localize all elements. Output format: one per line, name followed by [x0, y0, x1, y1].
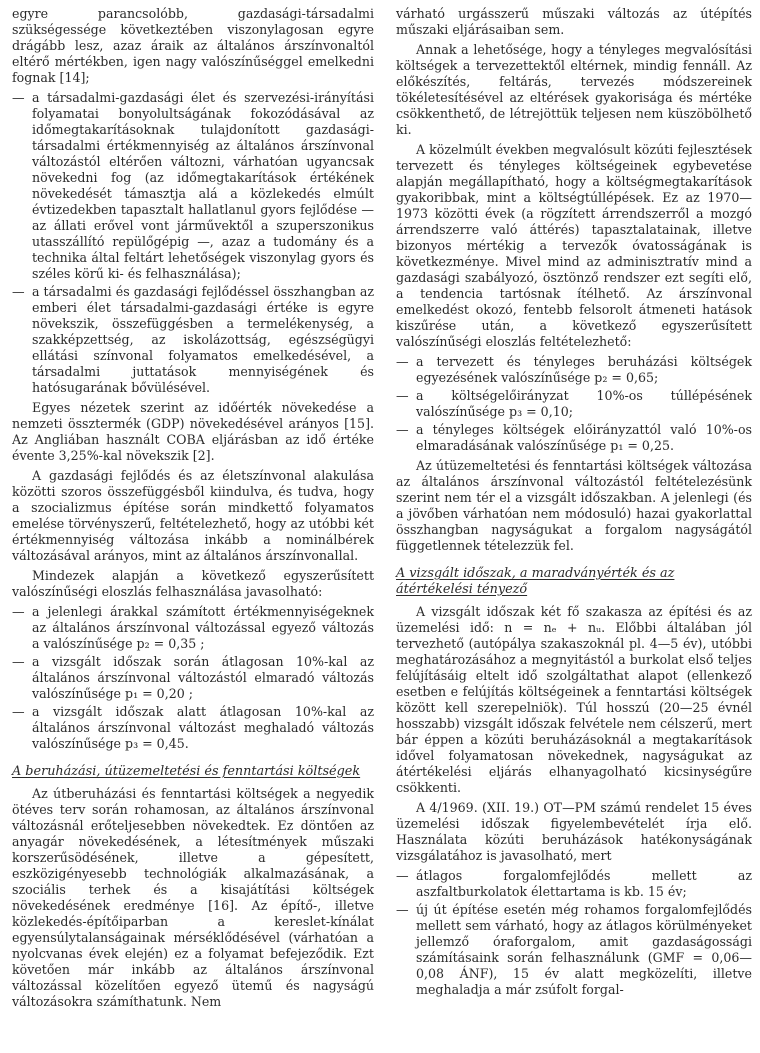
paragraph: Annak a lehetősége, hogy a tényleges megvalósítási költségek a tervezettektől eltérnek, mindig fennáll. Az előkészítés, feltárás, tervezés módszereinek tökéletesítésével az eltérések gyakorisága és mértéke csökkenthető, de létrejöttük teljesen nem küszöbölhető ki.: [396, 42, 752, 137]
list-item: — a tervezett és tényleges beruházási költségek egyezésének valószínűsége p₂ = 0,65;: [396, 354, 752, 386]
paragraph: A gazdasági fejlődés és az életszínvonal alakulása közötti szoros összefüggésből kiindulva, és tudva, hogy a szocializmus építése során mindkettő folyamatos emelése törvényszerű, feltételezhető, hogy az utóbbi két értékmennyiség változása inkább a nominálbérek változásával arányos, mint az általános árszínvonallal.: [12, 468, 374, 563]
list-item: — a tényleges költségek előirányzattól való 10%-os elmaradásának valószínűsége p₁ = 0,25.: [396, 422, 752, 454]
list-item: — a vizsgált időszak alatt átlagosan 10%-kal az általános árszínvonal változást meghaladó változás valószínűsége p₃ = 0,45.: [12, 704, 374, 752]
dash-list: [12, 604, 374, 752]
list-item: — új út építése esetén még rohamos forgalomfejlődés mellett sem várható, hogy az átlagos körülményeket jellemző óraforgalom, amit gazdaságossági számításaink során felhasználunk (GMF = 0,06—0,08 ÁNF), 15 év alatt megközelíti, illetve meghaladja a már zsúfolt forgal-: [396, 902, 752, 998]
list-item: — a társadalmi és gazdasági fejlődéssel összhangban az emberi élet társadalmi-gazdasági értéke is egyre növekszik, összefüggésben a termelékenység, a szakképzettség, az iskolázottság, egészségügyi ellátási színvonal folyamatos emelkedésével, a társadalmi juttatások mennyiségének és hatósugarának bővülésével.: [12, 284, 374, 396]
paragraph: A 4/1969. (XII. 19.) OT—PM számú rendelet 15 éves üzemelési időszak figyelembevételét írja elő. Használata közúti beruházások hatékonyságának vizsgálatához is javasolható, mert: [396, 800, 752, 863]
section-heading: A vizsgált időszak, a maradványérték és az átértékelési tényező: [396, 566, 675, 597]
list-item: — a társadalmi-gazdasági élet és szervezési-irányítási folyamatai bonyolultságának fokozódásával az időmegtakarításoknak tulajdonított gazdasági-társadalmi értékmennyiség az általános árszínvonal változástól eltérően változni, várhatóan ugyancsak növekedni fog (az időmegtakarítások értékének növekedését támasztja alá a közlekedés elmúlt évtizedekben tapasztalt hallatlanul gyors fejlődése — az állati erővel vont járművektől a szuperszonikus utasszállító repülőgépig —, azaz a tudomány és a technika által feltárt lehetőségek viszonylag gyors és széles körű ki- és felhasználása);: [12, 90, 374, 282]
list-item: — a jelenlegi árakkal számított értékmennyiségeknek az általános árszínvonal változással egyező változás a valószínűsége p₂ = 0,35 ;: [12, 604, 374, 652]
paragraph: Mindezek alapján a következő egyszerűsített valószínűségi eloszlás felhasználása javasolható:: [12, 568, 374, 599]
dash-list: [396, 868, 752, 998]
paragraph: Az útberuházási és fenntartási költségek a negyedik ötéves terv során rohamosan, az általános árszínvonal változásnál erőteljesebben növekedtek. Ez döntően az anyagár növekedésének, a létesítmények műszaki korszerűsödésének, illetve a gépesített, eszközigényesebb technológiák alkalmazásának, a szociális terhek és a kisajátítási költségek növekedésének eredménye [16]. Az építő-, illetve közlekedés-építőiparban a kereslet-kínálat egyensúlytalanságainak mérséklődésével (várhatóan a nyolcvanas évek elején) ez a folyamat befejeződik. Ezt követően már inkább az általános árszínvonal változással közelítően egyező ütemű és nagyságú változásokra számíthatunk. Nem: [12, 786, 374, 1009]
paragraph: várható urgásszerű műszaki változás az útépítés műszaki eljárásaiban sem.: [396, 6, 752, 37]
right-column: [396, 6, 752, 1014]
left-column: [12, 6, 374, 1014]
paragraph: Egyes nézetek szerint az időérték növekedése a nemzeti össztermék (GDP) növekedésével arányos [15]. Az Angliában használt COBA eljárásban az idő értéke évente 3,25%-kal növekszik [2].: [12, 400, 374, 463]
section-heading: A beruházási, útüzemeltetési és fenntartási költségek: [12, 764, 361, 779]
paragraph: A vizsgált időszak két fő szakasza az építési és az üzemelési idő: n = nₑ + nᵤ. Előbbi általában jól tervezhető (autópálya szakaszoknál pl. 4—5 év), utóbbi meghatározásához a megnyitástól a burkolat első teljes felújításáig eltelt idő szolgáltathat alapot (ellenkező esetben e felújítás költségeinek a fenntartási költségek között kell szerepelniök). Túl hosszú (20—25 évnél hosszabb) vizsgált időszak felvétele nem célszerű, mert bár éppen a közúti beruházásoknál a megtakarítások idővel folyamatosan növekednek, nagyságukat az átértékelési eljárás elhanyagolható kicsinységűre csökkenti.: [396, 604, 752, 795]
dash-list: [396, 354, 752, 454]
list-item: — a vizsgált időszak során átlagosan 10%-kal az általános árszínvonal változástól elmaradó változás valószínűsége p₁ = 0,20 ;: [12, 654, 374, 702]
paragraph: A közelmúlt években megvalósult közúti fejlesztések tervezett és tényleges költségeinek egybevetése alapján megállapítható, hogy a költségmegtakarítások gyakoribbak, mint a költségtúllépések. Ez az 1970—1973 közötti évek (a rögzített árrendszerről a mozgó árrendszerre való áttérés) tapasztalatainak, illetve bizonyos mértékig a tervezők óvatosságának is következménye. Mivel mind az adminisztratív mind a gazdasági szabályozó, ösztönző rendszer ezt segíti elő, a tendencia tartósnak ítélhető. Az árszínvonal emelkedést okozó, fentebb felsorolt átmeneti hatások kiszűrése után, a következő egyszerűsített valószínűségi eloszlás feltételezhető:: [396, 142, 752, 349]
list-item: — átlagos forgalomfejlődés mellett az aszfaltburkolatok élettartama is kb. 15 év;: [396, 868, 752, 900]
paragraph: Az útüzemeltetési és fenntartási költségek változása az általános árszínvonal változástól feltételezésünk szerint nem tér el a vizsgált időszakban. A jelenlegi (és a jövőben várhatóan nem módosuló) hazai gyakorlattal összhangban nagyságukat a forgalom nagyságától függetlennek tételezzük fel.: [396, 458, 752, 553]
paragraph: egyre parancsolóbb, gazdasági-társadalmi szükségessége következtében viszonylagosan egyre drágább lesz, azaz áraik az általános árszínvonaltól eltérő mértékben, igen nagy valószínűséggel emelkedni fognak [14];: [12, 6, 374, 85]
dash-list: [12, 90, 374, 396]
list-item: — a költségelőirányzat 10%-os túllépésének valószínűsége p₃ = 0,10;: [396, 388, 752, 420]
